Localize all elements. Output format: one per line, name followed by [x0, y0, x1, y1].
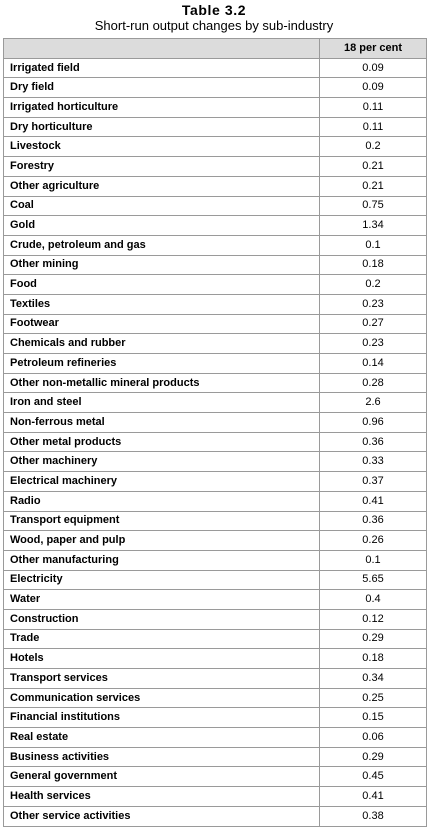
output-change-value: 0.2 [320, 275, 427, 295]
table-title: Table 3.2 [181, 2, 247, 18]
sub-industry-label: Coal [4, 196, 320, 216]
table-row [4, 176, 427, 196]
output-change-value: 2.6 [320, 393, 427, 413]
output-change-value: 0.2 [320, 137, 427, 157]
output-change-value: 0.23 [320, 334, 427, 354]
table-row [4, 728, 427, 748]
output-change-value: 0.1 [320, 235, 427, 255]
sub-industry-label: Chemicals and rubber [4, 334, 320, 354]
table-row [4, 413, 427, 433]
table-row [4, 393, 427, 413]
table-row [4, 609, 427, 629]
sub-industry-label: Forestry [4, 157, 320, 177]
table-row [4, 708, 427, 728]
sub-industry-label: Livestock [4, 137, 320, 157]
sub-industry-label: Hotels [4, 649, 320, 669]
sub-industry-label: Dry horticulture [4, 117, 320, 137]
table-row [4, 452, 427, 472]
sub-industry-label: Real estate [4, 728, 320, 748]
table-body [4, 58, 427, 826]
output-change-value: 0.33 [320, 452, 427, 472]
table-row [4, 688, 427, 708]
sub-industry-label: Petroleum refineries [4, 354, 320, 374]
table-row [4, 157, 427, 177]
sub-industry-label: Health services [4, 787, 320, 807]
table-row [4, 767, 427, 787]
table-header-row [4, 39, 427, 59]
sub-industry-label: Construction [4, 609, 320, 629]
table-subtitle: Short-run output changes by sub-industry [94, 18, 334, 33]
sub-industry-label: Other non-metallic mineral products [4, 373, 320, 393]
output-changes-table [3, 38, 427, 827]
output-change-value: 0.4 [320, 590, 427, 610]
output-change-value: 0.37 [320, 472, 427, 492]
output-change-value: 0.29 [320, 747, 427, 767]
sub-industry-label: Iron and steel [4, 393, 320, 413]
sub-industry-label: Food [4, 275, 320, 295]
sub-industry-label: Trade [4, 629, 320, 649]
sub-industry-label: Crude, petroleum and gas [4, 235, 320, 255]
table-row [4, 58, 427, 78]
output-change-value: 0.96 [320, 413, 427, 433]
table-row [4, 491, 427, 511]
table-row [4, 649, 427, 669]
output-change-value: 0.1 [320, 550, 427, 570]
table-row [4, 472, 427, 492]
output-change-value: 0.09 [320, 58, 427, 78]
table-row [4, 216, 427, 236]
sub-industry-label: Irrigated horticulture [4, 98, 320, 118]
output-change-value: 0.26 [320, 531, 427, 551]
table-row [4, 275, 427, 295]
table-row [4, 334, 427, 354]
sub-industry-label: Electrical machinery [4, 472, 320, 492]
output-change-value: 0.21 [320, 157, 427, 177]
sub-industry-label: Other machinery [4, 452, 320, 472]
output-change-value: 0.18 [320, 649, 427, 669]
sub-industry-label: Business activities [4, 747, 320, 767]
output-change-value: 0.28 [320, 373, 427, 393]
output-change-value: 0.45 [320, 767, 427, 787]
table-row [4, 255, 427, 275]
sub-industry-label: Footwear [4, 314, 320, 334]
sub-industry-label: Dry field [4, 78, 320, 98]
table-row [4, 531, 427, 551]
sub-industry-label: Textiles [4, 294, 320, 314]
output-change-value: 0.21 [320, 176, 427, 196]
sub-industry-label: Other mining [4, 255, 320, 275]
table-row [4, 137, 427, 157]
output-change-value: 0.75 [320, 196, 427, 216]
sub-industry-label: Other agriculture [4, 176, 320, 196]
output-change-value: 0.11 [320, 98, 427, 118]
table-row [4, 294, 427, 314]
table-row [4, 669, 427, 689]
output-change-value: 1.34 [320, 216, 427, 236]
sub-industry-label: Electricity [4, 570, 320, 590]
sub-industry-label: Non-ferrous metal [4, 413, 320, 433]
output-change-value: 0.41 [320, 491, 427, 511]
sub-industry-label: Financial institutions [4, 708, 320, 728]
sub-industry-label: Other manufacturing [4, 550, 320, 570]
output-change-value: 0.23 [320, 294, 427, 314]
sub-industry-label: Communication services [4, 688, 320, 708]
output-change-value: 0.36 [320, 511, 427, 531]
sub-industry-label: Other service activities [4, 806, 320, 826]
output-change-value: 5.65 [320, 570, 427, 590]
sub-industry-label: Transport equipment [4, 511, 320, 531]
table-row [4, 196, 427, 216]
output-change-value: 0.29 [320, 629, 427, 649]
output-change-value: 0.34 [320, 669, 427, 689]
output-change-value: 0.38 [320, 806, 427, 826]
output-change-value: 0.27 [320, 314, 427, 334]
output-change-value: 0.18 [320, 255, 427, 275]
output-change-value: 0.15 [320, 708, 427, 728]
sub-industry-label: Irrigated field [4, 58, 320, 78]
output-change-value: 0.09 [320, 78, 427, 98]
sub-industry-label: Water [4, 590, 320, 610]
table-row [4, 747, 427, 767]
sub-industry-label: Wood, paper and pulp [4, 531, 320, 551]
output-change-value: 0.41 [320, 787, 427, 807]
table-row [4, 432, 427, 452]
output-change-value: 0.06 [320, 728, 427, 748]
table-row [4, 235, 427, 255]
header-value-column: 18 per cent [320, 39, 427, 59]
output-change-value: 0.12 [320, 609, 427, 629]
header-blank-cell [4, 39, 320, 59]
table-row [4, 511, 427, 531]
output-change-value: 0.11 [320, 117, 427, 137]
output-change-value: 0.14 [320, 354, 427, 374]
table-row [4, 787, 427, 807]
table-row [4, 629, 427, 649]
table-row [4, 98, 427, 118]
sub-industry-label: Other metal products [4, 432, 320, 452]
table-row [4, 806, 427, 826]
table-row [4, 570, 427, 590]
sub-industry-label: Transport services [4, 669, 320, 689]
table-row [4, 590, 427, 610]
table-row [4, 354, 427, 374]
sub-industry-label: Gold [4, 216, 320, 236]
output-change-value: 0.25 [320, 688, 427, 708]
output-change-value: 0.36 [320, 432, 427, 452]
sub-industry-label: General government [4, 767, 320, 787]
table-row [4, 550, 427, 570]
table-row [4, 373, 427, 393]
table-row [4, 314, 427, 334]
table-row [4, 78, 427, 98]
sub-industry-label: Radio [4, 491, 320, 511]
table-row [4, 117, 427, 137]
